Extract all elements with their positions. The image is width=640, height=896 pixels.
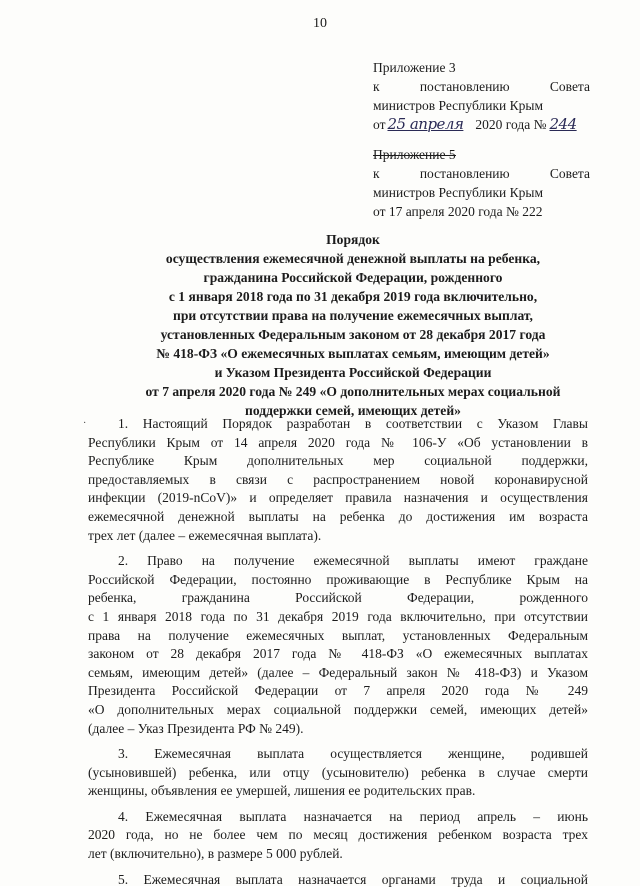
title-line: при отсутствии права на получение ежемесячных выплат, bbox=[173, 308, 533, 323]
title-line: № 418-ФЗ «О ежемесячных выплатах семьям, имеющим детей» bbox=[156, 346, 550, 361]
body-line: с 1 января 2018 года по 31 декабря 2019 года включительно, при отсутствии bbox=[88, 608, 588, 624]
body-line: Республики Крым от 14 апреля 2020 года № 106-У «Об установлении в bbox=[88, 434, 588, 450]
appendix-3-header bbox=[373, 58, 590, 134]
appendix-5-word-resolution: постановлению bbox=[419, 166, 510, 181]
appendix-5-line-1 bbox=[373, 164, 590, 183]
appendix-5-line-3: от 17 апреля 2020 года № 222 bbox=[373, 204, 543, 219]
appendix-3-title: Приложение 3 bbox=[373, 60, 456, 75]
appendix-3-word-k: к bbox=[373, 79, 380, 94]
paragraph-2 bbox=[88, 552, 588, 738]
title-line: установленных Федеральным законом от 28 декабря 2017 года bbox=[160, 327, 546, 342]
body-line: законом от 28 декабря 2017 года № 418-ФЗ «О ежемесячных выплатах bbox=[88, 646, 588, 662]
appendix-5-word-k: к bbox=[373, 166, 380, 181]
body-line: 5. Ежемесячная выплата назначается органами труда и социальной bbox=[118, 871, 588, 887]
handwritten-date: 25 апреля bbox=[387, 115, 464, 133]
body-line: 1. Настоящий Порядок разработан в соответствии с Указом Главы bbox=[118, 416, 588, 431]
body-line: 2. Право на получение ежемесячной выплаты имеют граждане bbox=[118, 553, 588, 569]
body-line: женщины, объявления ее умершей, лишения ее родительских прав. bbox=[88, 783, 476, 799]
body-line: Республике Крым дополнительных мер социальной поддержки, bbox=[88, 453, 588, 469]
title-line: гражданина Российской Федерации, рожденного bbox=[203, 270, 503, 285]
appendix-3-number-prefix: № bbox=[533, 117, 547, 132]
page-number: 10 bbox=[313, 16, 327, 31]
appendix-3-date-year: 2020 года bbox=[475, 117, 531, 132]
appendix-3-date-prefix: от bbox=[373, 117, 386, 132]
paragraph-1 bbox=[88, 415, 588, 545]
paragraph-5 bbox=[88, 871, 588, 890]
body-line: (далее – Указ Президента РФ № 249). bbox=[88, 720, 304, 736]
paragraph-4 bbox=[88, 808, 588, 864]
body-line: Российской Федерации, постоянно проживающие в Республике Крым на bbox=[88, 571, 588, 587]
title-line: Порядок bbox=[326, 232, 380, 247]
body-line: права на получение ежемесячных выплат, установленных Федеральным bbox=[88, 627, 588, 643]
paragraph-3 bbox=[88, 745, 588, 801]
appendix-5-header bbox=[373, 145, 590, 221]
appendix-3-word-resolution: постановлению bbox=[419, 79, 510, 94]
body-line: семьям, имеющим детей» (далее – Федеральный закон № 418-ФЗ) и Указом bbox=[88, 664, 588, 680]
title-line: осуществления ежемесячной денежной выплаты на ребенка, bbox=[165, 251, 541, 266]
body-line: ребенка, гражданина Российской Федерации, рожденного bbox=[88, 590, 588, 606]
title-line: поддержки семей, имеющих детей» bbox=[245, 403, 461, 418]
appendix-3-word-council: Совета bbox=[549, 79, 590, 94]
body-line: 3. Ежемесячная выплата осуществляется женщине, родившей bbox=[118, 746, 588, 762]
appendix-5-title: Приложение 5 bbox=[373, 147, 456, 162]
document-body bbox=[88, 415, 588, 896]
margin-mark: · bbox=[83, 418, 87, 429]
body-line: предоставляемых в связи с распространением новой коронавирусной bbox=[88, 471, 588, 487]
body-line: 2020 года, но не более чем по месяц достижения ребенком возраста трех bbox=[88, 827, 588, 843]
appendix-5-line-2: министров Республики Крым bbox=[373, 185, 543, 200]
body-line: инфекции (2019-nCoV)» и определяет правила назначения и осуществления bbox=[88, 490, 588, 506]
title-line: от 7 апреля 2020 года № 249 «О дополнительных мерах социальной bbox=[145, 384, 561, 399]
title-line: и Указом Президента Российской Федерации bbox=[214, 365, 492, 380]
document-title bbox=[118, 230, 588, 420]
body-line: (усыновившей) ребенка, или отцу (усыновителю) ребенка в случае смерти bbox=[88, 764, 588, 780]
appendix-3-line-1 bbox=[373, 77, 590, 96]
title-line: с 1 января 2018 года по 31 декабря 2019 года включительно, bbox=[168, 289, 538, 304]
appendix-3-line-2: министров Республики Крым bbox=[373, 98, 543, 113]
appendix-5-title-line bbox=[373, 145, 590, 164]
body-line: лет (включительно), в размере 5 000 рублей. bbox=[88, 846, 343, 862]
handwritten-number: 244 bbox=[549, 115, 577, 133]
body-line: 4. Ежемесячная выплата назначается на период апрель – июнь bbox=[118, 808, 588, 824]
body-line: ежемесячной денежной выплаты на ребенка до достижения им возраста bbox=[88, 508, 588, 524]
appendix-5-word-council: Совета bbox=[549, 166, 590, 181]
appendix-3-date-line bbox=[373, 115, 590, 134]
body-line: трех лет (далее – ежемесячная выплата). bbox=[88, 527, 322, 543]
body-line: «О дополнительных мерах социальной поддержки семей, имеющих детей» bbox=[88, 701, 588, 717]
body-line: Президента Российской Федерации от 7 апреля 2020 года № 249 bbox=[88, 683, 588, 699]
